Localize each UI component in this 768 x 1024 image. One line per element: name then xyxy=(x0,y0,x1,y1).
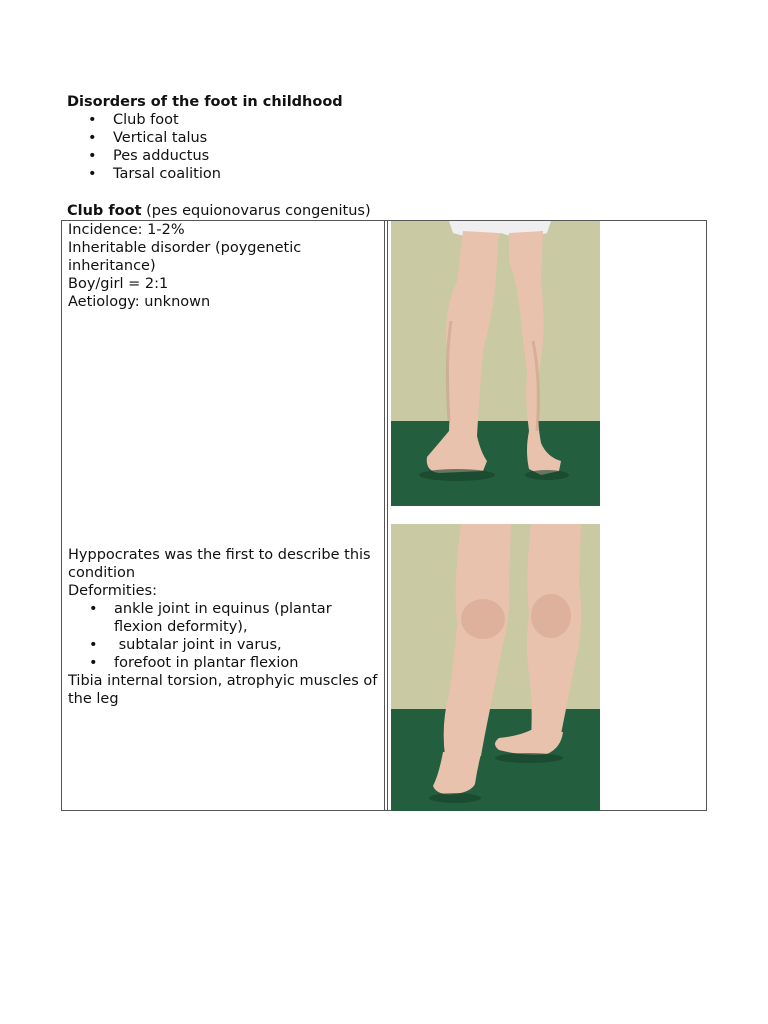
list-item xyxy=(67,165,221,183)
bullet-icon: • xyxy=(89,655,98,671)
description-cell xyxy=(68,546,380,708)
aetiology-text: Aetiology: unknown xyxy=(68,294,211,310)
section-title-bold: Club foot xyxy=(67,203,142,219)
bullet-icon: • xyxy=(89,601,98,617)
disorder-list xyxy=(67,111,221,183)
bullet-icon: • xyxy=(88,112,97,128)
disorder-label: Club foot xyxy=(113,112,179,128)
section-title xyxy=(67,202,371,220)
section-title-rest: (pes equionovarus congenitus) xyxy=(141,203,371,219)
ratio-text: Boy/girl = 2:1 xyxy=(68,276,169,292)
legs-front-photo xyxy=(391,524,600,811)
deformity-label: ankle joint in equinus (plantar flexion deformity), xyxy=(114,601,332,635)
list-item xyxy=(68,600,380,636)
disorder-label: Vertical talus xyxy=(113,130,208,146)
list-item xyxy=(68,654,380,672)
disorder-label: Pes adductus xyxy=(113,148,210,164)
deformity-label: subtalar joint in varus, xyxy=(114,637,282,653)
list-item xyxy=(67,147,221,165)
deformities-label: Deformities: xyxy=(68,583,157,599)
legs-back-photo xyxy=(391,221,600,506)
bullet-icon: • xyxy=(89,637,98,653)
incidence-text: Incidence: 1-2% xyxy=(68,222,185,238)
closing-text: Tibia internal torsion, atrophyic muscles of the leg xyxy=(68,673,378,707)
list-item xyxy=(68,636,380,654)
bullet-icon: • xyxy=(88,166,97,182)
club-foot-table xyxy=(61,220,707,811)
column-divider xyxy=(384,221,388,810)
disorder-label: Tarsal coalition xyxy=(113,166,221,182)
history-text: Hyppocrates was the first to describe this condition xyxy=(68,547,371,581)
deformity-label: forefoot in plantar flexion xyxy=(114,655,299,671)
document-heading: Disorders of the foot in childhood xyxy=(67,94,343,110)
bullet-icon: • xyxy=(88,130,97,146)
bullet-icon: • xyxy=(88,148,97,164)
facts-cell xyxy=(68,221,380,311)
list-item xyxy=(67,111,221,129)
deformities-list xyxy=(68,600,380,672)
inheritance-text: Inheritable disorder (poygenetic inheritance) xyxy=(68,240,302,274)
list-item xyxy=(67,129,221,147)
